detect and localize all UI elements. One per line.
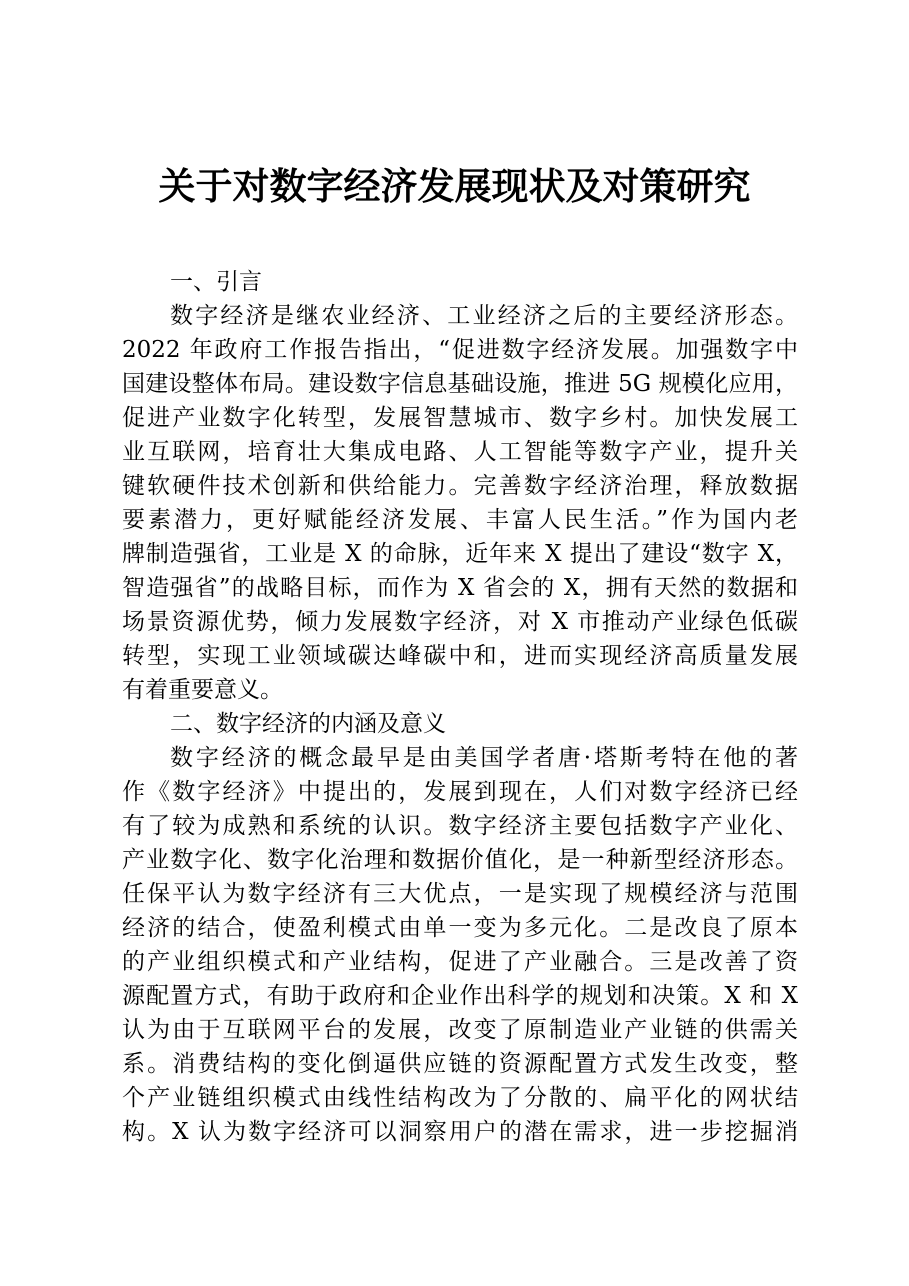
paragraph-line: 构。X 认为数字经济可以洞察用户的潜在需求，进一步挖掘消 [122,1119,798,1145]
paragraph-line: 促进产业数字化转型，发展智慧城市、数字乡村。加快发展工 [122,405,798,431]
paragraph-line: 国建设整体布局。建设数字信息基础设施，推进 5G 规模化应用， [122,371,798,397]
paragraph-line: 要素潜力，更好赋能经济发展、丰富人民生活。”作为国内老 [122,507,798,533]
paragraph-line: 认为由于互联网平台的发展，改变了原制造业产业链的供需关 [122,1017,798,1043]
paragraph-line: 转型，实现工业领域碳达峰碳中和，进而实现经济高质量发展 [122,643,798,669]
paragraph-line: 个产业链组织模式由线性结构改为了分散的、扁平化的网状结 [122,1085,798,1111]
paragraph-line: 系。消费结构的变化倒逼供应链的资源配置方式发生改变，整 [122,1051,798,1077]
paragraph-line: 场景资源优势，倾力发展数字经济，对 X 市推动产业绿色低碳 [122,609,798,635]
paragraph-line: 有着重要意义。 [122,677,283,703]
paragraph-line: 产业数字化、数字化治理和数据价值化，是一种新型经济形态。 [122,847,798,873]
paragraph-line: 数字经济是继农业经济、工业经济之后的主要经济形态。 [170,303,798,329]
section-heading-introduction: 一、引言 [170,269,262,295]
paragraph-line: 牌制造强省，工业是 X 的命脉，近年来 X 提出了建设“数字 X， [122,541,798,567]
document-title: 关于对数字经济发展现状及对策研究 [158,164,751,208]
paragraph-line: 2022 年政府工作报告指出，“促进数字经济发展。加强数字中 [122,337,798,363]
paragraph-line: 键软硬件技术创新和供给能力。完善数字经济治理，释放数据 [122,473,798,499]
paragraph-line: 有了较为成熟和系统的认识。数字经济主要包括数字产业化、 [122,813,798,839]
paragraph-line: 业互联网，培育壮大集成电路、人工智能等数字产业，提升关 [122,439,798,465]
paragraph-line: 数字经济的概念最早是由美国学者唐·塔斯考特在他的著 [170,745,798,771]
paragraph-line: 的产业组织模式和产业结构，促进了产业融合。三是改善了资 [122,949,798,975]
paragraph-line: 作《数字经济》中提出的，发展到现在，人们对数字经济已经 [122,779,798,805]
paragraph-line: 任保平认为数字经济有三大优点，一是实现了规模经济与范围 [122,881,798,907]
paragraph-line: 源配置方式，有助于政府和企业作出科学的规划和决策。X 和 X [122,983,798,1009]
paragraph-line: 智造强省”的战略目标，而作为 X 省会的 X，拥有天然的数据和 [122,575,798,601]
paragraph-line: 经济的结合，使盈利模式由单一变为多元化。二是改良了原本 [122,915,798,941]
section-heading-meaning: 二、数字经济的内涵及意义 [170,711,446,737]
